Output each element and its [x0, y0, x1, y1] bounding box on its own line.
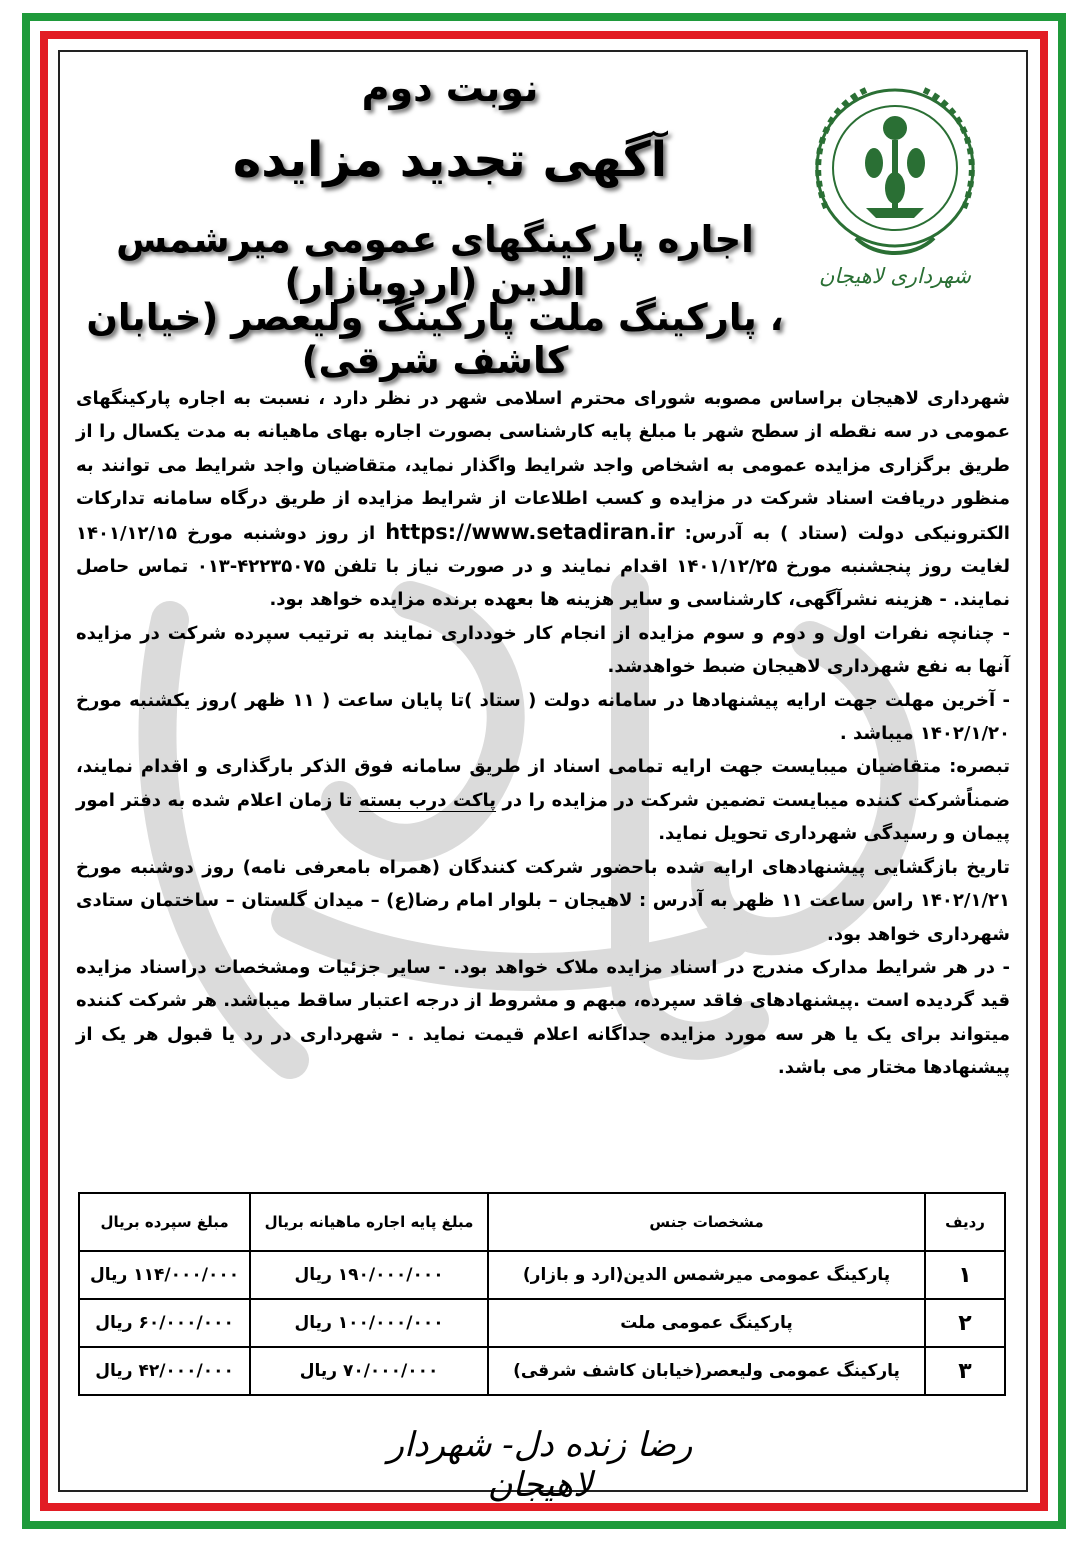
item-base-price: ۱۹۰/۰۰۰/۰۰۰ ریال [250, 1251, 488, 1299]
page-title: آگهی تجدید مزایده [232, 132, 668, 188]
row-number: ۳ [925, 1347, 1005, 1395]
intro-text-b: از روز دوشنبه مورخ ۱۴۰۱/۱۲/۱۵ لغایت روز پنجشنبه مورخ ۱۴۰۱/۱۲/۲۵ اقدام نمایند و در صورت نیاز با تلفن ۴۲۲۳۵۰۷۵-۰۱۳ تماس حاصل نمایند. - هزینه نشرآگهی، کارشناسی و سایر هزینه ها بعهده برنده مزایده خواهد بود. [76, 522, 1010, 611]
subject-line-1: اجاره پارکینگهای عمومی میرشمس الدین (اردوبازار) [116, 218, 754, 304]
item-base-price: ۱۰۰/۰۰۰/۰۰۰ ریال [250, 1299, 488, 1347]
table-header-row [79, 1193, 1005, 1251]
subject-line-2: ، پارکینگ ملت پارکینگ ولیعصر (خیابان کاشف شرقی) [86, 296, 784, 382]
item-deposit: ۱۱۴/۰۰۰/۰۰۰ ریال [79, 1251, 250, 1299]
note-text-a: تبصره: متقاضیان میبایست جهت ارایه تمامی اسناد از طریق سامانه فوق الذکر بارگذاری و اقدام نمایند، ضمناًشرکت کننده میبایست تضمین شرکت در مزایده را در [76, 756, 1010, 811]
item-description: پارکینگ عمومی ملت [488, 1299, 925, 1347]
announcement-body [76, 382, 1010, 1085]
deadline-paragraph: - آخرین مهلت جهت ارایه پیشنهادها در سامانه دولت ( ستاد )تا پایان ساعت ( ۱۱ ظهر )روز یکشنبه مورخ ۱۴۰۲/۱/۲۰ میباشد . [76, 689, 1010, 745]
table-row [79, 1251, 1005, 1299]
opening-paragraph: تاریخ بازگشایی پیشنهادهای ارایه شده باحضور شرکت کنندگان (همراه بامعرفی نامه) روز دوشنبه مورخ ۱۴۰۲/۱/۲۱ راس ساعت ۱۱ ظهر به آدرس : لاهیجان – بلوار امام رضا(ع) – میدان گلستان – ساختمان ستادی شهرداری خواهد بود. [76, 856, 1010, 945]
intro-paragraph [76, 382, 1010, 617]
conditions-paragraph: - در هر شرایط مدارک مندرج در اسناد مزایده ملاک خواهد بود. - سایر جزئیات ومشخصات دراسناد مزایده قید گردیده است .پیشنهادهای فاقد سپرده، مبهم و مشروط از درجه اعتبار ساقط میباشد. هر شرکت کننده میتواند برای یک یا هر سه مورد مزایده جداگانه اعلام قیمت نماید . - شهرداری در رد یا قبول هر یک از پیشنهادها مختار می باشد. [76, 956, 1010, 1079]
note-text-b: تا زمان اعلام شده به دفتر امور پیمان و رسیدگی شهرداری تحویل نماید. [76, 789, 1010, 845]
signature: رضا زنده دل- شهردار لاهیجان [387, 1425, 693, 1505]
item-description: پارکینگ عمومی ولیعصر(خیابان کاشف شرقی) [488, 1347, 925, 1395]
item-deposit: ۶۰/۰۰۰/۰۰۰ ریال [79, 1299, 250, 1347]
item-description: پارکینگ عمومی میرشمس الدین(ارد و بازار) [488, 1251, 925, 1299]
note-paragraph [76, 750, 1010, 850]
sealed-envelope-text: پاکت درب بسته [358, 789, 497, 811]
announcement-round: نوبت دوم [361, 66, 539, 110]
table-row [79, 1347, 1005, 1395]
item-deposit: ۴۲/۰۰۰/۰۰۰ ریال [79, 1347, 250, 1395]
setad-link[interactable]: https://www.setadiran.ir [385, 519, 675, 544]
header-description: مشخصات جنس [488, 1193, 925, 1251]
row-number: ۱ [925, 1251, 1005, 1299]
header-row-number: ردیف [925, 1193, 1005, 1251]
forfeit-paragraph: - چنانچه نفرات اول و دوم و سوم مزایده از انجام کار خودداری نمایند به ترتیب سپرده شرکت در مزایده آنها به نفع شهرداری لاهیجان ضبط خواهدشد. [76, 622, 1010, 678]
emblem-caption: شهرداری لاهیجان [818, 264, 972, 288]
items-table [78, 1192, 1006, 1396]
table-row [79, 1299, 1005, 1347]
row-number: ۲ [925, 1299, 1005, 1347]
item-base-price: ۷۰/۰۰۰/۰۰۰ ریال [250, 1347, 488, 1395]
header-base-price: مبلغ پایه اجاره ماهیانه بریال [250, 1193, 488, 1251]
intro-text-a: شهرداری لاهیجان براساس مصوبه شورای محترم اسلامی شهر در نظر دارد ، نسبت به اجاره پارکینگهای عمومی در سه نقطه از سطح شهر با مبلغ پایه کارشناسی بصورت اجاره بهای ماهیانه به مدت یکسال را از طریق برگزاری مزایده عمومی به اشخاص واجد شرایط واگذار نماید، متقاضیان واجد شرایط می توانند به منظور دریافت اسناد شرکت در مزایده و کسب اطلاعات از شرایط مزایده از طریق درگاه سامانه تدارکات الکترونیکی دولت (ستاد ) به آدرس: [76, 388, 1010, 544]
header-deposit: مبلغ سپرده بریال [79, 1193, 250, 1251]
